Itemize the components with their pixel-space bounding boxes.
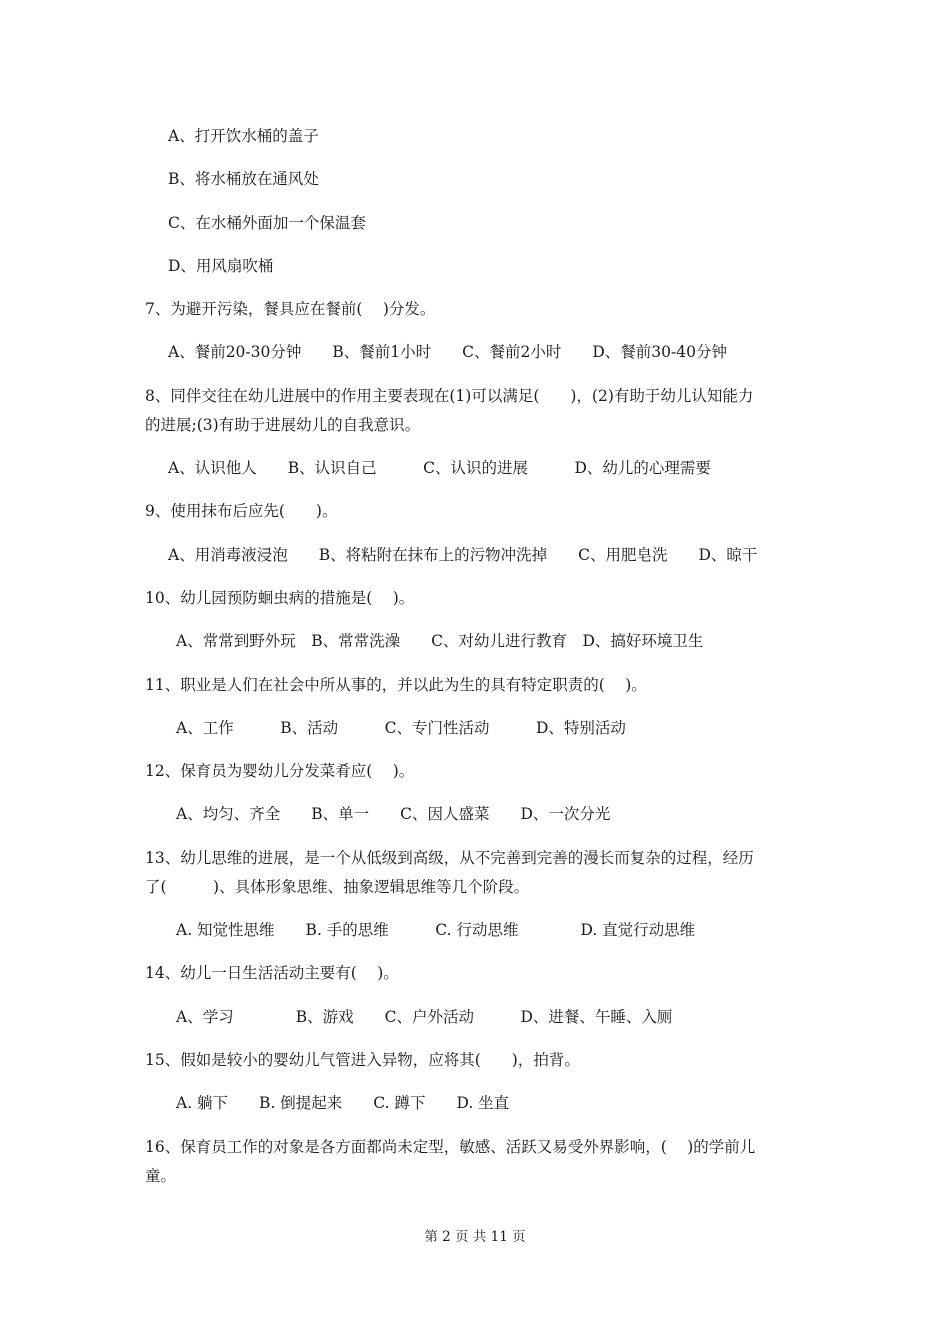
question-7: 7、为避开污染，餐具应在餐前( )分发。 (145, 300, 436, 318)
question-13-line-2: 了( )、具体形象思维、抽象逻辑思维等几个阶段。 (145, 878, 530, 896)
q13-options: A. 知觉性思维 B. 手的思维 C. 行动思维 D. 直觉行动思维 (176, 921, 696, 939)
question-16-line-2: 童。 (145, 1167, 177, 1185)
q15-options: A. 躺下 B. 倒提起来 C. 蹲下 D. 坐直 (176, 1094, 510, 1112)
q6-option-c: C、在水桶外面加一个保温套 (168, 214, 366, 232)
question-8-line-1: 8、同伴交往在幼儿进展中的作用主要表现在(1)可以满足( )，(2)有助于幼儿认知能力 (145, 387, 754, 405)
q8-options: A、认识他人 B、认识自己 C、认识的进展 D、幼儿的心理需要 (168, 459, 711, 477)
q12-options: A、均匀、齐全 B、单一 C、因人盛菜 D、一次分光 (176, 805, 611, 823)
q6-option-a: A、打开饮水桶的盖子 (168, 127, 319, 145)
question-15: 15、假如是较小的婴幼儿气管进入异物，应将其( )，拍背。 (145, 1051, 580, 1069)
question-13-line-1: 13、幼儿思维的进展，是一个从低级到高级，从不完善到完善的漫长而复杂的过程，经历 (145, 849, 754, 867)
q10-options: A、常常到野外玩 B、常常洗澡 C、对幼儿进行教育 D、搞好环境卫生 (176, 632, 704, 650)
question-10: 10、幼儿园预防蛔虫病的措施是( )。 (145, 589, 415, 607)
q9-options: A、用消毒液浸泡 B、将粘附在抹布上的污物冲洗掉 C、用肥皂洗 D、晾干 (168, 546, 758, 564)
question-12: 12、保育员为婴幼儿分发菜肴应( )。 (145, 762, 415, 780)
q6-option-b: B、将水桶放在通风处 (168, 170, 319, 188)
question-8-line-2: 的进展;(3)有助于进展幼儿的自我意识。 (145, 416, 421, 434)
q11-options: A、工作 B、活动 C、专门性活动 D、特别活动 (176, 719, 626, 737)
q6-option-d: D、用风扇吹桶 (168, 257, 274, 275)
q14-options: A、学习 B、游戏 C、户外活动 D、进餐、午睡、入厕 (176, 1008, 673, 1026)
q7-options: A、餐前20-30分钟 B、餐前1小时 C、餐前2小时 D、餐前30-40分钟 (168, 343, 727, 361)
page-footer: 第 2 页 共 11 页 (424, 1229, 526, 1245)
question-14: 14、幼儿一日生活活动主要有( )。 (145, 964, 399, 982)
question-16-line-1: 16、保育员工作的对象是各方面都尚未定型，敏感、活跃又易受外界影响，( )的学前儿 (145, 1138, 756, 1156)
question-9: 9、使用抹布后应先( )。 (145, 502, 338, 520)
question-11: 11、职业是人们在社会中所从事的，并以此为生的具有特定职责的( )。 (145, 676, 647, 694)
